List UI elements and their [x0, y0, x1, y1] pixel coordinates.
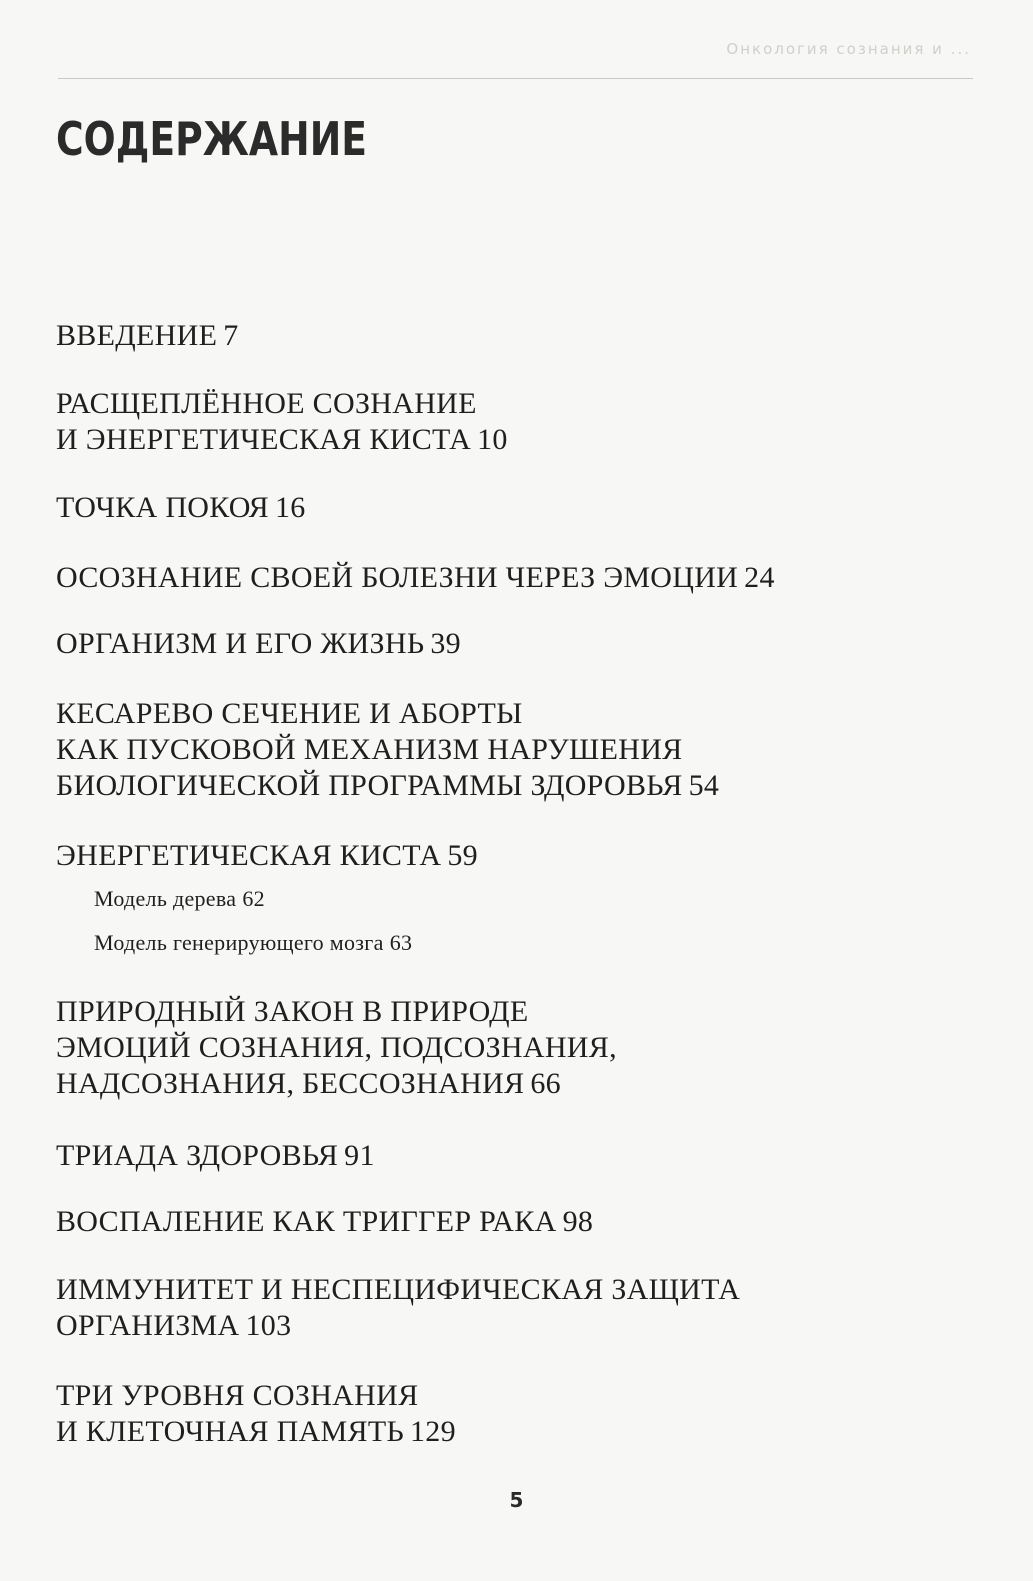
- toc-entry-title: ОСОЗНАНИЕ СВОЕЙ БОЛЕЗНИ ЧЕРЕЗ ЭМОЦИИ: [56, 561, 739, 594]
- toc-entry-line: [56, 1066, 947, 1102]
- toc-page-number: 63: [389, 930, 413, 955]
- toc-entry-title: БИОЛОГИЧЕСКОЙ ПРОГРАММЫ ЗДОРОВЬЯ: [56, 769, 683, 802]
- toc-page-number: 39: [430, 627, 461, 660]
- toc-entry-title: ЭМОЦИЙ СОЗНАНИЯ, ПОДСОЗНАНИЯ,: [56, 1031, 617, 1064]
- page-title: СОДЕРЖАНИЕ: [56, 112, 368, 166]
- toc-subentry: [56, 882, 947, 916]
- toc-entry: [56, 994, 947, 1102]
- toc-entry-title: РАСЩЕПЛЁННОЕ СОЗНАНИЕ: [56, 387, 477, 420]
- toc-entry-title: КЕСАРЕВО СЕЧЕНИЕ И АБОРТЫ: [56, 697, 523, 730]
- toc-entry-line: [56, 994, 947, 1030]
- toc-entry-title: ТРИ УРОВНЯ СОЗНАНИЯ: [56, 1379, 419, 1412]
- toc-page-number: 16: [274, 491, 306, 524]
- toc-entry-line: [56, 626, 947, 662]
- toc-entry: [56, 626, 947, 662]
- toc-entry: [56, 318, 947, 354]
- toc-entry: [56, 1378, 947, 1450]
- page-number: 5: [509, 1488, 524, 1512]
- toc-page-number: 62: [242, 886, 265, 911]
- toc-page-number: 129: [410, 1415, 456, 1448]
- toc-entry-line: [56, 1138, 947, 1174]
- toc-entry: [56, 560, 947, 596]
- toc-entry-line: [56, 1272, 947, 1308]
- toc-entry-line: [56, 838, 947, 874]
- toc-entry-title: ИММУНИТЕТ И НЕСПЕЦИФИЧЕСКАЯ ЗАЩИТА: [56, 1273, 741, 1306]
- toc-entry-title: ОРГАНИЗМ И ЕГО ЖИЗНЬ: [56, 627, 425, 660]
- toc-entry-line: [56, 490, 947, 526]
- toc-entry: [56, 386, 947, 458]
- toc-entry-line: [56, 1030, 947, 1066]
- toc-entry-line: [56, 1308, 947, 1344]
- toc-page-number: 7: [223, 319, 239, 352]
- toc-entry-title: ВОСПАЛЕНИЕ КАК ТРИГГЕР РАКА: [56, 1205, 557, 1238]
- toc-entry: [56, 838, 947, 874]
- toc-entry-title: Модель генерирующего мозга: [94, 930, 384, 955]
- toc-entry-title: Модель дерева: [94, 886, 237, 911]
- toc-entry-line: [56, 696, 947, 732]
- toc-entry-line: [56, 1414, 947, 1450]
- toc-entry-title: НАДСОЗНАНИЯ, БЕССОЗНАНИЯ: [56, 1067, 525, 1100]
- running-header: Онкология сознания и ...: [726, 40, 971, 58]
- toc-page-number: 66: [530, 1067, 561, 1100]
- toc-entry-title: КАК ПУСКОВОЙ МЕХАНИЗМ НАРУШЕНИЯ: [56, 733, 683, 766]
- toc-entry-line: [56, 422, 947, 458]
- toc-entry-line: [56, 318, 947, 354]
- toc-entry-line: [56, 386, 947, 422]
- toc-entry-line: [56, 768, 947, 804]
- toc-entry-line: [56, 732, 947, 768]
- header-rule: [58, 78, 973, 79]
- toc-entry-line: [56, 1204, 947, 1240]
- toc-entry-line: [56, 560, 947, 596]
- toc-entry-line: [56, 926, 947, 960]
- toc-entry: [56, 1138, 947, 1174]
- toc-entry: [56, 1204, 947, 1240]
- toc-entry-title: ВВЕДЕНИЕ: [56, 319, 218, 352]
- toc-entry: [56, 490, 947, 526]
- toc-page-number: 98: [562, 1205, 594, 1238]
- toc-entry-title: И КЛЕТОЧНАЯ ПАМЯТЬ: [56, 1415, 404, 1448]
- toc-entry: [56, 1272, 947, 1344]
- toc-page-number: 54: [688, 769, 720, 802]
- toc-page-number: 24: [744, 561, 775, 594]
- toc-subentry: [56, 926, 947, 960]
- toc-entry-title: ОРГАНИЗМА: [56, 1309, 240, 1342]
- toc-entry-line: [56, 1378, 947, 1414]
- toc-entry-title: И ЭНЕРГЕТИЧЕСКАЯ КИСТА: [56, 423, 472, 456]
- toc-entry: [56, 696, 947, 804]
- toc-page-number: 59: [447, 839, 478, 872]
- toc-entry-title: ЭНЕРГЕТИЧЕСКАЯ КИСТА: [56, 839, 442, 872]
- toc-page-number: 91: [344, 1139, 375, 1172]
- toc-page-number: 103: [245, 1309, 292, 1342]
- toc-entry-title: ПРИРОДНЫЙ ЗАКОН В ПРИРОДЕ: [56, 995, 529, 1028]
- toc-page-number: 10: [477, 423, 508, 456]
- toc-entry-line: [56, 882, 947, 916]
- toc-entry-title: ТОЧКА ПОКОЯ: [56, 491, 269, 524]
- toc-entry-title: ТРИАДА ЗДОРОВЬЯ: [56, 1139, 339, 1172]
